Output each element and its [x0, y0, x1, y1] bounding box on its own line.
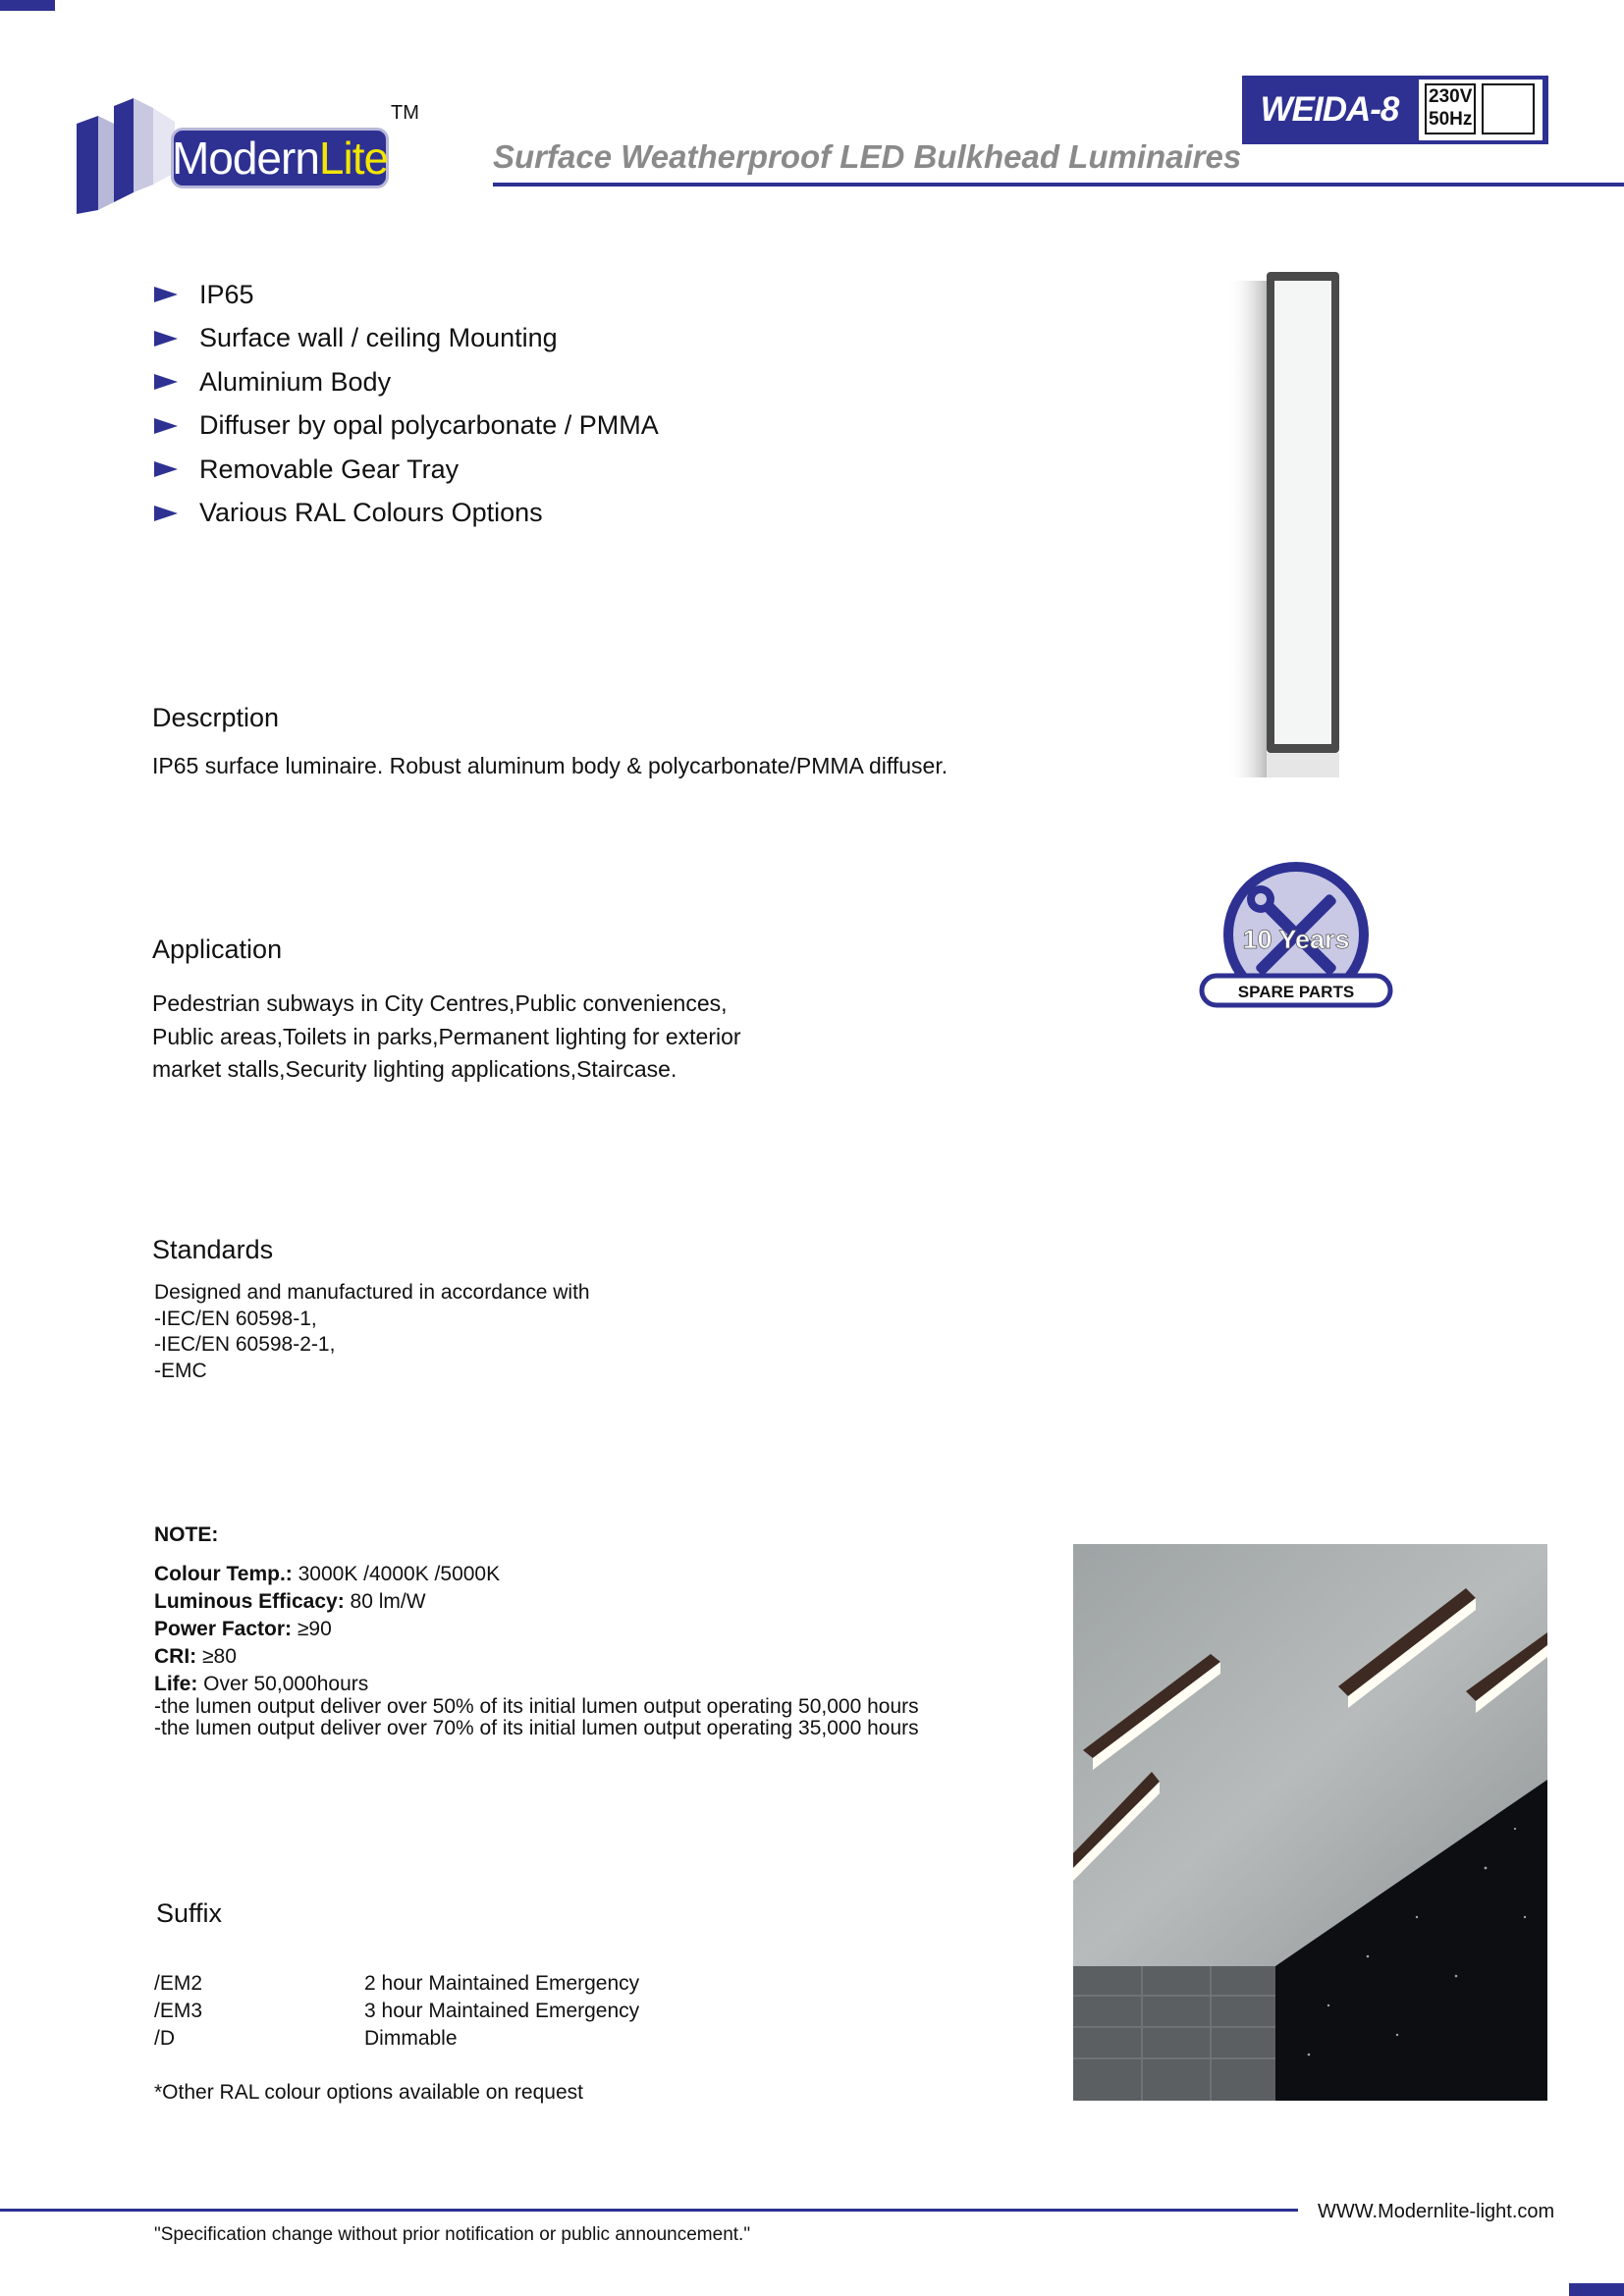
- installation-photo: [1073, 1544, 1547, 2101]
- logo-modern: Modern: [171, 133, 319, 184]
- standards-text: Designed and manufactured in accordance with -IEC/EN 60598-1, -IEC/EN 60598-2-1, -EMC: [154, 1281, 590, 1382]
- standards-heading: Standards: [152, 1235, 274, 1264]
- voltage-box: [1419, 80, 1543, 140]
- voltage: 230V: [1429, 86, 1473, 107]
- voltage-label: [1425, 83, 1476, 134]
- header-divider: [493, 183, 1624, 187]
- logo-wordmark: [171, 128, 389, 188]
- table-row: /EM3 3 hour Maintained Emergency: [154, 2000, 640, 2022]
- trademark: TM: [391, 102, 419, 124]
- footer-divider: [0, 2209, 1298, 2212]
- spec-row: Life: Over 50,000hours: [154, 1673, 369, 1695]
- spec-row: Luminous Efficacy: 80 lm/W: [154, 1590, 426, 1613]
- brand-logo: [77, 94, 430, 222]
- model-name: WEIDA-8: [1260, 90, 1399, 129]
- logo-lite: Lite: [318, 133, 389, 184]
- logo-bars-icon: [77, 94, 175, 222]
- list-item: Removable Gear Tray: [152, 448, 659, 492]
- list-item: Diffuser by opal polycarbonate / PMMA: [152, 404, 659, 449]
- spare-parts-badge: [1198, 860, 1394, 1022]
- suffix-table: [154, 1970, 639, 2053]
- suffix-heading: Suffix: [156, 1898, 223, 1928]
- table-row: /D Dimmable: [154, 2027, 458, 2050]
- page-title: Surface Weatherproof LED Bulkhead Luminaires: [493, 138, 1242, 175]
- footer-disclaimer: "Specification change without prior notification or public announcement.": [154, 2224, 751, 2245]
- spec-row: Power Factor: ≥90: [154, 1618, 332, 1640]
- arrow-bullet-icon: [154, 506, 178, 521]
- feature-list: [152, 273, 659, 535]
- arrow-bullet-icon: [154, 374, 178, 390]
- frequency: 50Hz: [1429, 109, 1473, 130]
- arrow-bullet-icon: [154, 461, 178, 477]
- spec-row: Colour Temp.: 3000K /4000K /5000K: [154, 1563, 501, 1585]
- description-text: IP65 surface luminaire. Robust aluminum body & polycarbonate/PMMA diffuser.: [152, 753, 948, 778]
- model-box: [1242, 76, 1548, 144]
- application-text: Pedestrian subways in City Centres,Public conveniences, Public areas,Toilets in parks,Permanent lighting for exterior market stalls,Security lighting applications,Staircase.: [152, 990, 741, 1082]
- spec-list: [154, 1561, 500, 1698]
- list-item: Aluminium Body: [152, 360, 659, 404]
- product-image: [1227, 267, 1345, 777]
- note-heading: NOTE:: [154, 1523, 219, 1546]
- list-item: IP65: [152, 273, 659, 317]
- application-heading: Application: [152, 934, 283, 964]
- table-row: /EM2 2 hour Maintained Emergency: [154, 1972, 640, 1995]
- corner-accent-top: [0, 0, 55, 11]
- arrow-bullet-icon: [154, 287, 178, 302]
- badge-label: SPARE PARTS: [1237, 983, 1355, 1001]
- description-heading: Descrption: [152, 703, 280, 732]
- website-link[interactable]: WWW.Modernlite-light.com: [1318, 2201, 1555, 2222]
- list-item: Various RAL Colours Options: [152, 492, 659, 536]
- lumen-notes: -the lumen output deliver over 50% of its initial lumen output operating 50,000 hours -the lumen output deliver over 70% of its initial lumen output operating 35,000 hours: [154, 1695, 919, 1739]
- list-item: Surface wall / ceiling Mounting: [152, 317, 659, 361]
- badge-years: 10 Years: [1242, 925, 1350, 954]
- arrow-bullet-icon: [154, 418, 178, 434]
- suffix-footnote: *Other RAL colour options available on request: [154, 2081, 583, 2104]
- empty-cert-box: [1482, 83, 1535, 134]
- arrow-bullet-icon: [154, 331, 178, 347]
- spec-row: CRI: ≥80: [154, 1645, 237, 1668]
- corner-accent-bottom: [1569, 2283, 1624, 2296]
